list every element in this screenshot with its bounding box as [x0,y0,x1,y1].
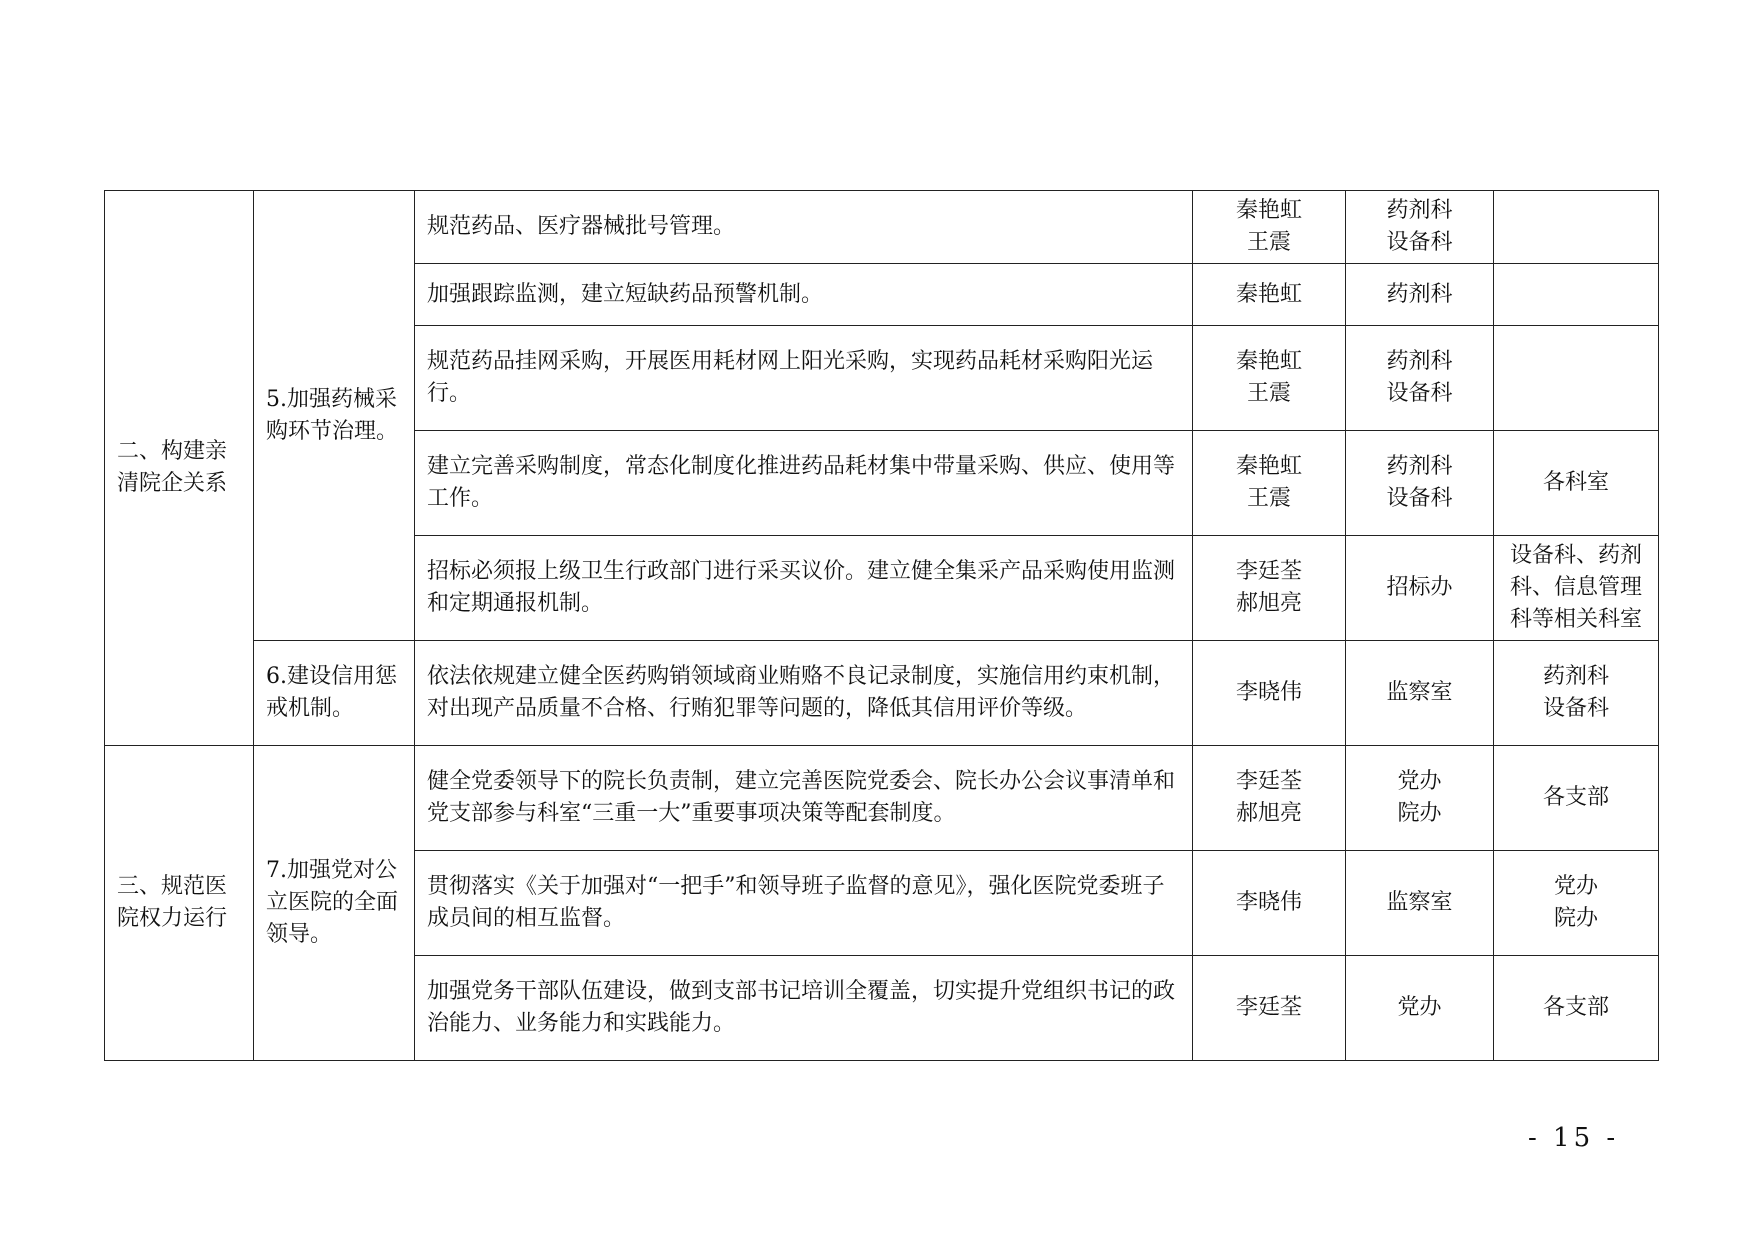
coop-dept: 设备科、药剂 [1509,543,1642,568]
coop-dept: 各支部 [1542,785,1609,810]
lead-dept-cell [1346,431,1494,536]
coop-dept: 设备科 [1542,696,1609,721]
measure-cell: 7.加强党对公立医院的全面领导。 [254,746,415,1061]
table-row [105,191,1659,264]
category-cell: 二、构建亲清院企关系 [105,191,254,746]
coop-dept-cell [1494,956,1659,1061]
task-cell: 规范药品、医疗器械批号管理。 [415,191,1193,264]
lead-dept: 药剂科 [1386,198,1453,223]
task-cell: 依法依规建立健全医药购销领域商业贿赂不良记录制度，实施信用约束机制，对出现产品质量不合格、行贿犯罪等问题的，降低其信用评价等级。 [415,641,1193,746]
coop-dept-cell [1494,536,1659,641]
responsibility-table [104,190,1659,1061]
coop-dept: 院办 [1553,906,1598,931]
leader-name: 秦艳虹 [1235,198,1302,223]
lead-dept: 院办 [1397,801,1442,826]
lead-dept-cell [1346,746,1494,851]
task-cell: 贯彻落实《关于加强对“一把手”和领导班子监督的意见》，强化医院党委班子成员间的相互监督。 [415,851,1193,956]
lead-dept-cell [1346,851,1494,956]
task-cell: 加强跟踪监测，建立短缺药品预警机制。 [415,264,1193,326]
page-number: - 15 - [1528,1123,1620,1153]
leader-cell [1193,264,1346,326]
coop-dept: 各支部 [1542,995,1609,1020]
coop-dept: 党办 [1553,874,1598,899]
leader-name: 秦艳虹 [1235,281,1302,307]
leader-cell [1193,326,1346,431]
leader-name: 秦艳虹 [1235,454,1302,479]
leader-name: 秦艳虹 [1235,349,1302,374]
lead-dept-cell [1346,641,1494,746]
measure-cell: 6.建设信用惩戒机制。 [254,641,415,746]
coop-dept-cell [1494,326,1659,431]
lead-dept: 药剂科 [1386,349,1453,374]
task-cell: 健全党委领导下的院长负责制，建立完善医院党委会、院长办公会议事清单和党支部参与科室“三重一大”重要事项决策等配套制度。 [415,746,1193,851]
task-cell: 招标必须报上级卫生行政部门进行采买议价。建立健全集采产品采购使用监测和定期通报机制。 [415,536,1193,641]
leader-cell [1193,956,1346,1061]
lead-dept: 监察室 [1386,890,1453,915]
coop-dept: 科、信息管理 [1509,575,1642,600]
task-cell: 规范药品挂网采购，开展医用耗材网上阳光采购，实现药品耗材采购阳光运行。 [415,326,1193,431]
table-row [105,641,1659,746]
task-cell: 建立完善采购制度，常态化制度化推进药品耗材集中带量采购、供应、使用等工作。 [415,431,1193,536]
category-cell: 三、规范医院权力运行 [105,746,254,1061]
lead-dept-cell [1346,956,1494,1061]
leader-cell [1193,851,1346,956]
lead-dept-cell [1346,191,1494,264]
lead-dept: 设备科 [1386,381,1453,406]
coop-dept-cell [1494,851,1659,956]
lead-dept-cell [1346,326,1494,431]
leader-name: 郝旭亮 [1235,801,1302,826]
coop-dept: 各科室 [1542,470,1609,495]
leader-name: 李晓伟 [1235,890,1302,915]
lead-dept: 监察室 [1386,680,1453,705]
coop-dept: 科等相关科室 [1509,607,1642,632]
leader-cell [1193,641,1346,746]
leader-name: 李廷荃 [1235,559,1302,584]
leader-cell [1193,431,1346,536]
leader-cell [1193,746,1346,851]
leader-name: 王震 [1246,230,1291,255]
leader-name: 郝旭亮 [1235,591,1302,616]
leader-cell [1193,536,1346,641]
lead-dept: 招标办 [1386,575,1453,600]
coop-dept-cell [1494,641,1659,746]
lead-dept: 药剂科 [1386,281,1453,307]
leader-name: 李廷荃 [1235,769,1302,794]
coop-dept-cell [1494,264,1659,326]
measure-cell: 5.加强药械采购环节治理。 [254,191,415,641]
table-row [105,746,1659,851]
lead-dept: 设备科 [1386,230,1453,255]
lead-dept: 党办 [1397,995,1442,1020]
lead-dept: 药剂科 [1386,454,1453,479]
leader-cell [1193,191,1346,264]
leader-name: 王震 [1246,381,1291,406]
lead-dept-cell [1346,536,1494,641]
leader-name: 李廷荃 [1235,995,1302,1020]
lead-dept-cell [1346,264,1494,326]
leader-name: 李晓伟 [1235,680,1302,705]
task-cell: 加强党务干部队伍建设，做到支部书记培训全覆盖，切实提升党组织书记的政治能力、业务能力和实践能力。 [415,956,1193,1061]
coop-dept-cell [1494,431,1659,536]
coop-dept-cell [1494,746,1659,851]
coop-dept: 药剂科 [1542,664,1609,689]
coop-dept-cell [1494,191,1659,264]
lead-dept: 设备科 [1386,486,1453,511]
lead-dept: 党办 [1397,769,1442,794]
leader-name: 王震 [1246,486,1291,511]
